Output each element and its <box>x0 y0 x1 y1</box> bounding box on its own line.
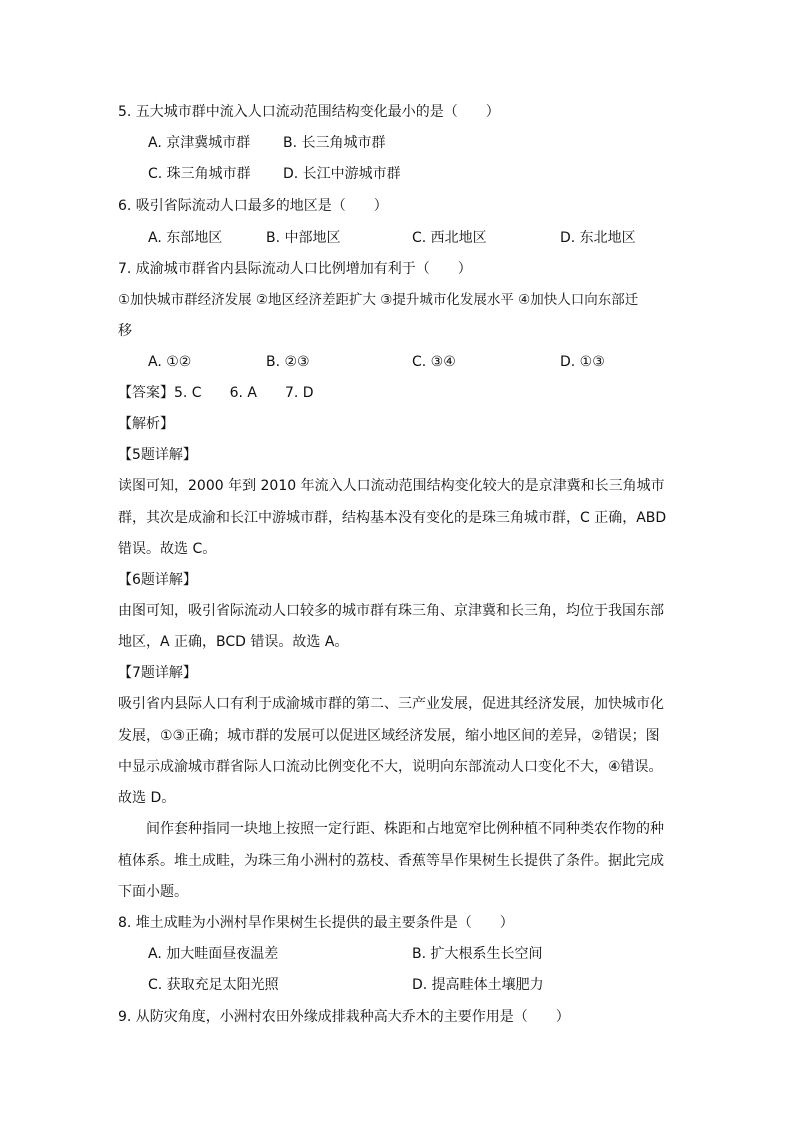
question-6-option-a: A. 东部地区 <box>148 230 223 246</box>
question-7-option-b: B. ②③ <box>266 354 310 370</box>
question-5-stem: 5. 五大城市群中流入人口流动范围结构变化最小的是（ ） <box>118 104 500 120</box>
question-7-option-c: C. ③④ <box>412 354 456 370</box>
question-7-stem: 7. 成渝城市群省内县际流动人口比例增加有利于（ ） <box>118 261 472 277</box>
question-5-option-a: A. 京津冀城市群 <box>148 135 251 151</box>
detail-6-label: 【6题详解】 <box>118 572 197 588</box>
material-line-3: 下面小题。 <box>118 884 188 900</box>
question-5-option-c: C. 珠三角城市群 <box>148 166 251 182</box>
question-7-statements-continued: 移 <box>118 323 132 339</box>
detail-7-line-4: 故选 D。 <box>118 790 176 806</box>
question-8-option-a: A. 加大畦面昼夜温差 <box>148 946 279 962</box>
detail-7-line-1: 吸引省内县际人口有利于成渝城市群的第二、三产业发展，促进其经济发展，加快城市化 <box>118 696 664 712</box>
detail-5-label: 【5题详解】 <box>118 447 197 463</box>
detail-7-line-3: 中显示成渝城市群省际人口流动比例变化不大，说明向东部流动人口变化不大，④错误。 <box>118 759 663 775</box>
question-6-stem: 6. 吸引省际流动人口最多的地区是（ ） <box>118 198 388 214</box>
material-line-1: 间作套种指同一块地上按照一定行距、株距和占地宽窄比例种植不同种类农作物的种 <box>146 821 664 837</box>
question-6-option-b: B. 中部地区 <box>266 230 341 246</box>
question-8-option-b: B. 扩大根系生长空间 <box>412 946 543 962</box>
detail-6-line-1: 由图可知，吸引省际流动人口较多的城市群有珠三角、京津冀和长三角，均位于我国东部 <box>118 603 664 619</box>
question-5-option-d: D. 长江中游城市群 <box>283 166 401 182</box>
detail-6-line-2: 地区，A 正确，BCD 错误。故选 A。 <box>118 634 349 650</box>
material-line-2: 植体系。堆土成畦，为珠三角小洲村的荔枝、香蕉等旱作果树生长提供了条件。据此完成 <box>118 853 664 869</box>
answer-line: 【答案】5. C 6. A 7. D <box>118 385 314 401</box>
detail-5-line-3: 错误。故选 C。 <box>118 541 217 557</box>
question-7-option-a: A. ①② <box>148 354 192 370</box>
detail-5-line-2: 群，其次是成渝和长江中游城市群，结构基本没有变化的是珠三角城市群，C 正确，ABD <box>118 510 667 526</box>
question-8-option-d: D. 提高畦体土壤肥力 <box>412 977 544 993</box>
question-7-option-d: D. ①③ <box>560 354 605 370</box>
detail-5-line-1: 读图可知，2000 年到 2010 年流入人口流动范围结构变化较大的是京津冀和长三角城市 <box>118 478 665 494</box>
detail-7-line-2: 发展，①③正确；城市群的发展可以促进区域经济发展，缩小地区间的差异，②错误；图 <box>118 728 660 744</box>
question-8-option-c: C. 获取充足太阳光照 <box>148 977 279 993</box>
question-5-option-b: B. 长三角城市群 <box>283 135 386 151</box>
question-9-stem: 9. 从防灾角度，小洲村农田外缘成排栽种高大乔木的主要作用是（ ） <box>118 1009 570 1025</box>
question-6-option-d: D. 东北地区 <box>560 230 636 246</box>
analysis-label: 【解析】 <box>118 416 174 432</box>
detail-7-label: 【7题详解】 <box>118 665 197 681</box>
question-8-stem: 8. 堆土成畦为小洲村旱作果树生长提供的最主要条件是（ ） <box>118 915 514 931</box>
question-7-statements: ①加快城市群经济发展 ②地区经济差距扩大 ③提升城市化发展水平 ④加快人口向东部迁 <box>118 292 639 308</box>
question-6-option-c: C. 西北地区 <box>412 230 487 246</box>
